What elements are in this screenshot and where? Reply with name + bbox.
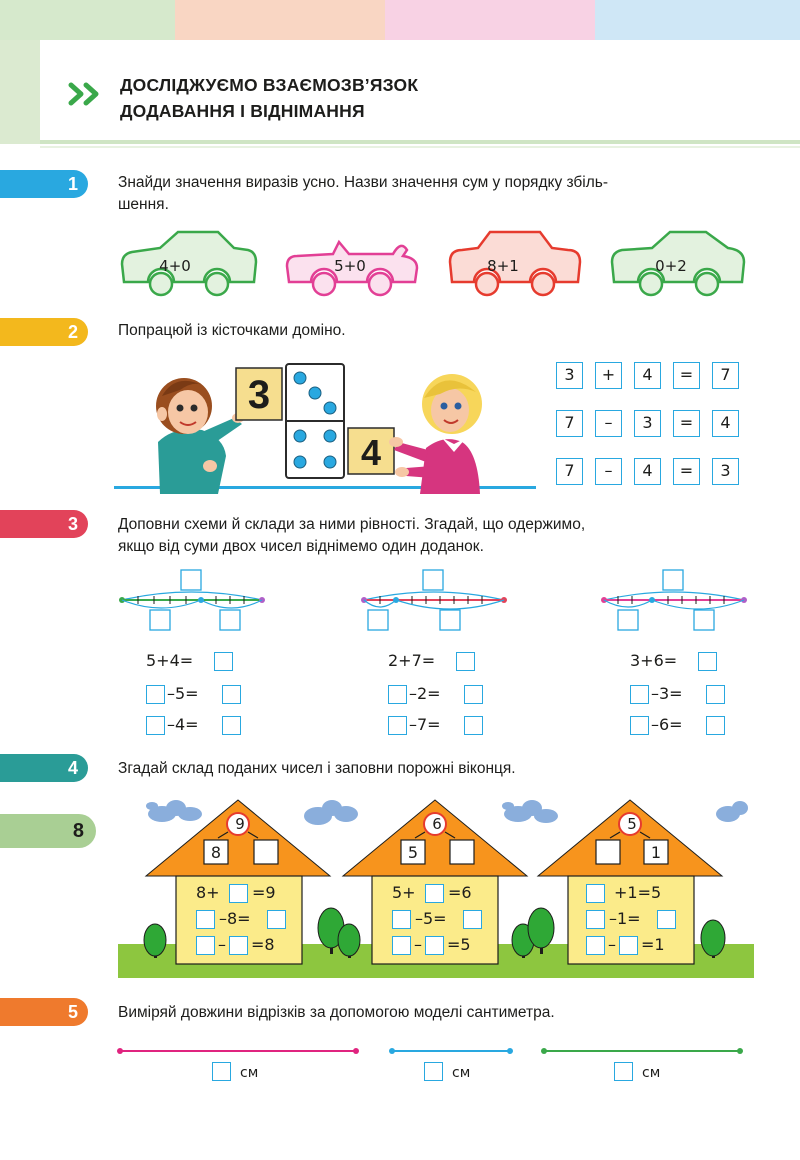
unit-label-1: см — [240, 1065, 259, 1081]
car-1-expression: 4+0 — [159, 257, 191, 275]
answer-box — [196, 936, 215, 955]
task-tab-1 — [0, 170, 88, 198]
scheme-2 — [358, 566, 510, 634]
header-side-block — [0, 40, 40, 144]
segment-1 — [117, 1048, 359, 1054]
task-tab-2 — [0, 318, 88, 346]
eq-cell: – — [595, 458, 622, 485]
task-5-text: Виміряй довжини відрізків за допомогою моделі сантиметра. — [118, 1004, 555, 1021]
eq-cell: = — [673, 410, 700, 437]
task-2-text: Попрацюй із кісточками доміно. — [118, 322, 346, 339]
scheme-3 — [598, 566, 750, 634]
expr-sum-3: 3+6= — [630, 651, 678, 670]
house-1-total: 9 — [235, 815, 245, 833]
task-3-line-2: якщо від суми двох чисел віднімемо один доданок. — [118, 538, 484, 555]
task-1-text — [118, 172, 608, 216]
eq-cell: – — [595, 410, 622, 437]
answer-box — [388, 685, 407, 704]
number-card-4-label: 4 — [360, 432, 382, 473]
segments — [116, 1044, 746, 1058]
house-2-row-2: –5= — [415, 909, 447, 928]
answer-box — [657, 910, 676, 929]
eq-cell: 4 — [634, 458, 661, 485]
car-3-expression: 8+1 — [487, 257, 519, 275]
top-strip-blue — [595, 0, 800, 40]
house-3-right: 1 — [650, 843, 662, 862]
house-2-left: 5 — [407, 843, 419, 862]
house-1-row-3a: – — [218, 935, 226, 954]
task-number: 1 — [67, 174, 78, 194]
task-number: 3 — [67, 514, 78, 534]
task-tab-5 — [0, 998, 88, 1026]
eq-cell: 3 — [556, 362, 583, 389]
domino-tile — [286, 364, 344, 478]
house-2-total: 6 — [432, 815, 442, 833]
answer-box — [146, 685, 165, 704]
task-number: 4 — [67, 758, 78, 778]
answer-box — [229, 884, 248, 903]
answer-box — [464, 685, 483, 704]
house-1-left: 8 — [210, 843, 222, 862]
house-2-row-1b: =6 — [448, 883, 472, 902]
answer-box — [222, 716, 241, 735]
eq-cell: 4 — [712, 410, 739, 437]
expr-sub-3b: –6= — [651, 715, 683, 734]
house-2-row-3a: – — [414, 935, 422, 954]
house-1-row-1b: =9 — [252, 883, 276, 902]
answer-box — [586, 936, 605, 955]
answer-box — [456, 652, 475, 671]
house-3-row-3a: – — [608, 935, 616, 954]
answer-box — [630, 685, 649, 704]
segment-3 — [541, 1048, 743, 1054]
answer-box — [463, 910, 482, 929]
top-strip-pink — [385, 0, 595, 40]
double-chevron-icon — [68, 82, 108, 106]
answer-box — [706, 716, 725, 735]
answer-box — [706, 685, 725, 704]
house-3-row-1b: +1=5 — [614, 883, 662, 902]
task-3-text — [118, 514, 585, 558]
expr-sub-2b: –7= — [409, 715, 441, 734]
answer-box — [619, 936, 638, 955]
house-3-row-3b: =1 — [641, 935, 665, 954]
eq-cell: 3 — [634, 410, 661, 437]
answer-box — [212, 1062, 231, 1081]
eq-cell: 7 — [556, 410, 583, 437]
answer-box — [146, 716, 165, 735]
answer-box — [267, 910, 286, 929]
cloud — [502, 800, 558, 823]
title-line-1: ДОСЛІДЖУЄМО ВЗАЄМОЗВ’ЯЗОК — [120, 75, 419, 95]
answer-box — [464, 716, 483, 735]
number-card-3-label: 3 — [247, 373, 271, 417]
title-line-2: ДОДАВАННЯ І ВІДНІМАННЯ — [120, 101, 365, 121]
task-1-line-1: Знайди значення виразів усно. Назви значення сум у порядку збіль- — [118, 174, 609, 191]
answer-box — [196, 910, 215, 929]
expr-sub-2a: –2= — [409, 684, 441, 703]
eq-cell: 7 — [712, 362, 739, 389]
answer-box — [424, 1062, 443, 1081]
unit-label-2: см — [452, 1065, 471, 1081]
task-tab-3 — [0, 510, 88, 538]
eq-cell: = — [673, 362, 700, 389]
task-3-line-1: Доповни схеми й склади за ними рівності. Згадай, що одержимо, — [118, 516, 586, 533]
house-3-total: 5 — [627, 815, 637, 833]
page-title — [120, 72, 418, 124]
unit-label-3: см — [642, 1065, 661, 1081]
domino-illustration — [114, 356, 536, 494]
cloud — [146, 800, 202, 822]
eq-cell: 7 — [556, 458, 583, 485]
house-3-row-2: –1= — [609, 909, 641, 928]
answer-box — [698, 652, 717, 671]
page-number: 8 — [72, 820, 84, 842]
answer-box — [392, 910, 411, 929]
expr-sub-1a: –5= — [167, 684, 199, 703]
eq-cell: + — [595, 362, 622, 389]
expr-sub-1b: –4= — [167, 715, 199, 734]
answer-box — [388, 716, 407, 735]
answer-box — [614, 1062, 633, 1081]
house-1-row-3b: =8 — [251, 935, 275, 954]
header-divider-thin — [40, 146, 800, 148]
answer-box — [586, 884, 605, 903]
cloud — [716, 801, 748, 822]
task-tab-4 — [0, 754, 88, 782]
task-number: 5 — [67, 1002, 78, 1022]
house-2-row-1a: 5+ — [392, 883, 416, 902]
task-number: 2 — [67, 322, 78, 342]
house-2-row-3b: =5 — [447, 935, 471, 954]
answer-box — [214, 652, 233, 671]
cloud — [304, 800, 358, 825]
answer-box — [229, 936, 248, 955]
answer-box — [425, 936, 444, 955]
expr-sum-2: 2+7= — [388, 651, 436, 670]
eq-cell: = — [673, 458, 700, 485]
answer-box — [222, 685, 241, 704]
expr-sum-1: 5+4= — [146, 651, 194, 670]
task-1-line-2: шення. — [118, 196, 169, 213]
answer-box — [425, 884, 444, 903]
segment-2 — [389, 1048, 513, 1054]
expr-sub-3a: –3= — [651, 684, 683, 703]
car-2-expression: 5+0 — [334, 257, 366, 275]
scheme-1 — [116, 566, 268, 634]
answer-box — [630, 716, 649, 735]
house-1-row-1a: 8+ — [196, 883, 220, 902]
eq-cell: 3 — [712, 458, 739, 485]
header-divider — [40, 140, 800, 144]
top-strip-orange — [175, 0, 385, 40]
answer-box — [392, 936, 411, 955]
answer-box — [586, 910, 605, 929]
task-4-text: Згадай склад поданих чисел і заповни порожні віконця. — [118, 760, 516, 777]
boy-figure — [156, 378, 244, 494]
eq-cell: 4 — [634, 362, 661, 389]
car-4-expression: 0+2 — [655, 257, 687, 275]
house-1-row-2: –8= — [219, 909, 251, 928]
girl-figure — [389, 374, 482, 494]
top-strip-green — [0, 0, 175, 40]
